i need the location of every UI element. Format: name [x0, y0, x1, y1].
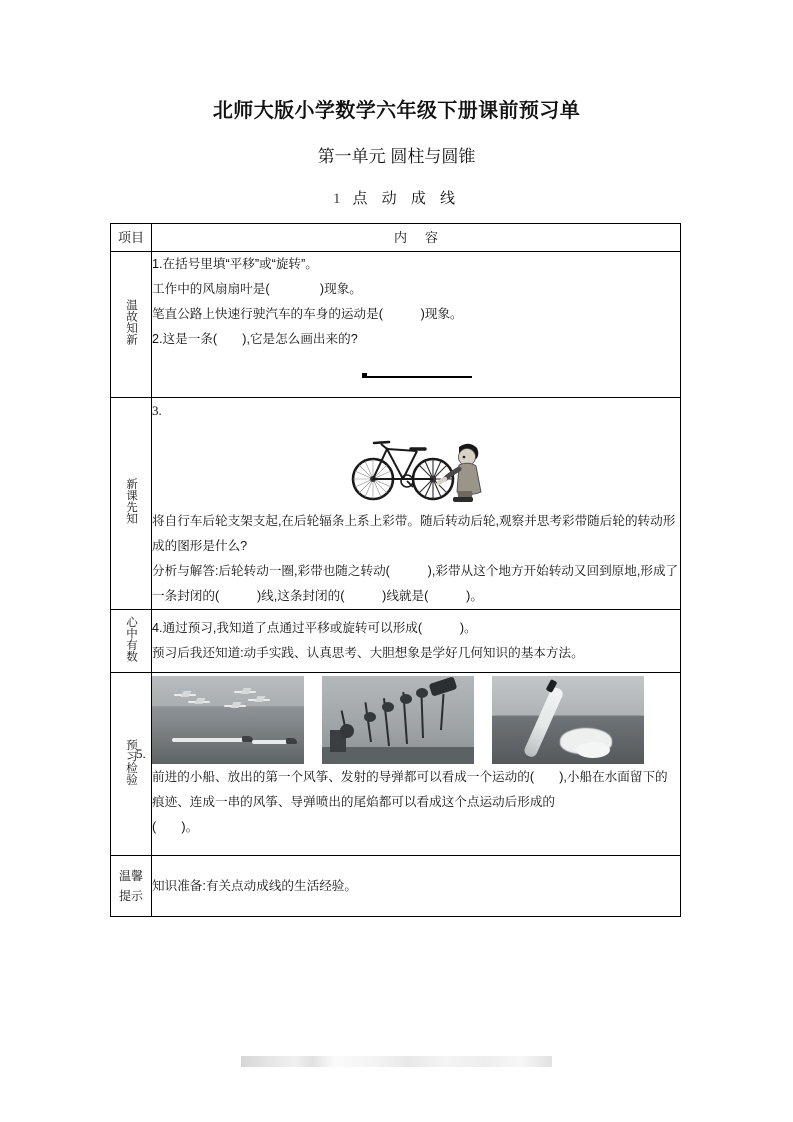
boat-wake	[172, 738, 248, 742]
photo-missile-launch	[492, 676, 644, 764]
review-line-4: 2.这是一条( ),它是怎么画出来的?	[152, 332, 358, 346]
row-content-review	[152, 252, 681, 398]
new-lesson-number: 3.	[152, 403, 162, 418]
row-label-tip	[111, 856, 152, 917]
line-segment-figure	[152, 366, 680, 388]
review-line-1: 1.在括号里填“平移”或“旋转”。	[152, 257, 318, 271]
page-title: 北师大版小学数学六年级下册课前预习单	[212, 100, 581, 122]
row-label-new-lesson	[111, 398, 152, 610]
table-row	[111, 673, 681, 856]
review-line-3: 笔直公路上快速行驶汽车的车身的运动是( )现象。	[152, 307, 463, 321]
table-header-row	[111, 224, 681, 252]
row-content-new-lesson	[152, 398, 681, 610]
kite-icon	[400, 694, 412, 704]
check-line-2: ( )。	[152, 820, 199, 834]
check-line-1: 前进的小船、放出的第一个风筝、发射的导弹都可以看成一个运动的( ),小船在水面留下的痕迹、连成一串的风筝、导弹喷出的尾焰都可以看成这个点运动后形成的	[152, 770, 668, 809]
table-row	[111, 610, 681, 673]
header-content-label	[152, 224, 681, 252]
row-content-check	[136, 673, 681, 856]
plane-icon	[248, 697, 270, 702]
review-line-2: 工作中的风扇扇叶是( )现象。	[152, 282, 362, 296]
lesson-number: 1	[332, 191, 341, 207]
plane-icon	[224, 703, 246, 708]
new-lesson-line-2: 分析与解答:后轮转动一圈,彩带也随之转动( ),彩带从这个地方开始转动又回到原地,形成了一条封闭的( )线,这条封闭的( )线就是( )。	[152, 564, 679, 603]
plane-icon	[174, 692, 196, 697]
preview-sheet-table	[110, 223, 681, 917]
row-label-review-text: 温故知新	[125, 299, 137, 345]
water-splash	[576, 742, 610, 758]
row-content-tip	[152, 856, 681, 917]
lesson-heading	[0, 186, 793, 212]
missile-trail	[523, 686, 565, 759]
row-label-summary-text: 心中有数	[125, 615, 137, 662]
lesson-name: 点 动 成 线	[352, 190, 460, 207]
kite-icon	[382, 702, 394, 712]
summary-line-2: 预习后我还知道:动手实践、认真思考、大胆想象是学好几何知识的基本方法。	[152, 646, 584, 660]
table-row	[111, 398, 681, 610]
row-label-tip-line1: 温馨	[118, 869, 143, 883]
bicycle-with-boy-icon	[341, 429, 491, 503]
title-block	[0, 96, 793, 212]
footer-watermark	[241, 1056, 552, 1067]
unit-subtitle: 第一单元 圆柱与圆锥	[317, 147, 476, 166]
header-content-label-part2: 容	[425, 230, 439, 245]
kite-icon	[364, 712, 376, 722]
kite-string	[364, 702, 371, 742]
new-lesson-line-1: 将自行车后轮支架支起,在后轮辐条上系上彩带。随后转动后轮,观察并思考彩带随后轮的转动形成的图形是什么?	[152, 514, 676, 553]
bicycle-figure	[152, 425, 680, 503]
row-label-new-lesson-text: 新课先知	[125, 478, 137, 524]
row-label-check-text: 预习检验	[125, 738, 137, 785]
kite-string	[440, 694, 444, 730]
row-label-summary	[111, 610, 152, 673]
header-content-label-part1: 内	[393, 230, 407, 245]
row-content-summary	[152, 610, 681, 673]
header-item-label: 项目	[111, 224, 152, 252]
plane-icon	[188, 699, 210, 704]
row-label-tip-line2: 提示	[118, 889, 143, 903]
check-number: 5.	[136, 746, 146, 761]
table-row	[111, 252, 681, 398]
kite-icon	[340, 724, 354, 738]
table-row	[111, 856, 681, 917]
kite-icon	[416, 688, 428, 698]
photo-speedboat-and-planes	[136, 676, 304, 764]
tip-line-1: 知识准备:有关点动成线的生活经验。	[152, 878, 357, 893]
boat-icon	[286, 738, 297, 744]
row-label-review	[111, 252, 152, 398]
photo-kites	[322, 676, 474, 764]
line-segment	[364, 376, 472, 378]
photo-strip	[136, 673, 680, 764]
plane-icon	[234, 689, 256, 694]
summary-line-1: 4.通过预习,我知道了点通过平移或旋转可以形成( )。	[152, 621, 477, 635]
